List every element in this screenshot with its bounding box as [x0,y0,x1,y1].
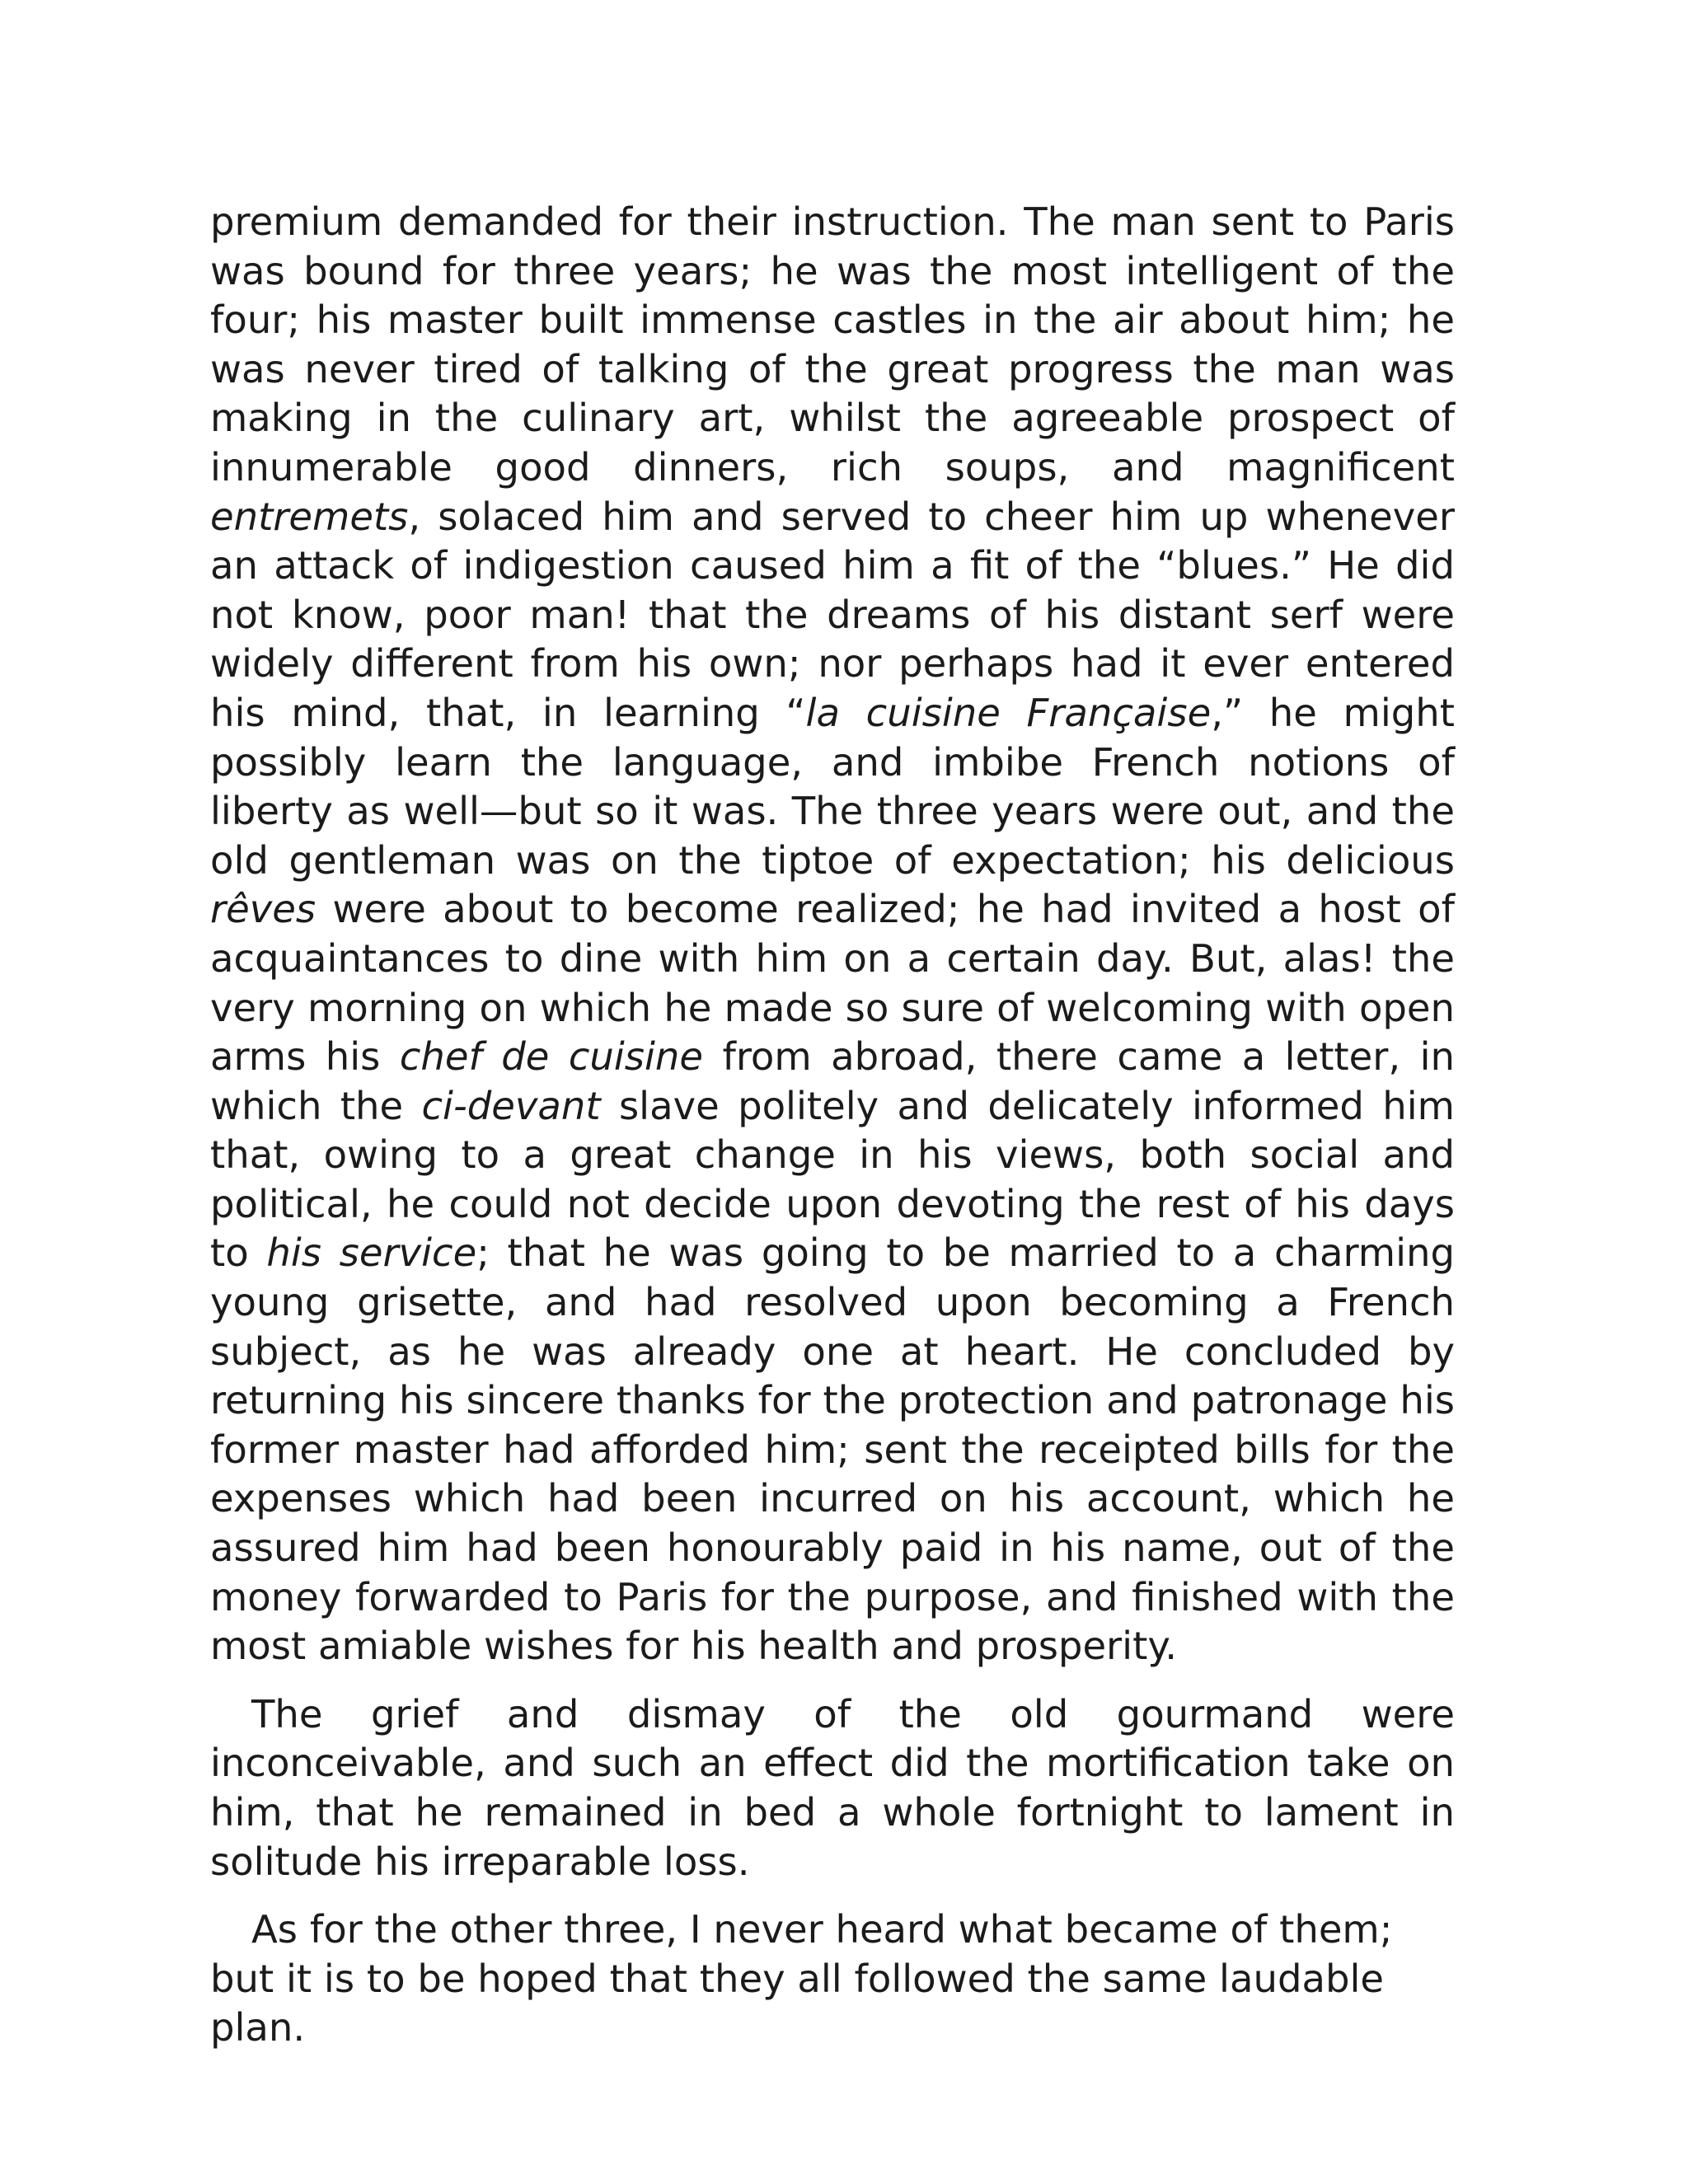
text-run: As for the other three, I never heard what became of them; but it is to be hoped that they all followed the same laudable plan. [210,1907,1393,2050]
italic-run: his service [266,1230,477,1276]
paragraph-2 [210,1690,1455,1886]
text-run: premium demanded for their instruction. The man sent to Paris was bound for three years; he was the most intelligent of the four; his master built immense castles in the air about him; he was never tired of talking of the great progress the man was making in the culinary art, whilst the agreeable prospect of innumerable good dinners, rich soups, and magnificent [210,199,1455,490]
paragraph-1 [210,198,1455,1671]
italic-run: rêves [210,887,316,932]
text-run: slave politely and delicately informed him that, owing to a great change in his views, both social and political, he could not decide upon devoting the rest of his days to [210,1083,1455,1276]
text-run: from abroad, there came a letter, in which the [210,1034,1455,1128]
italic-run: chef de cuisine [399,1034,704,1080]
text-run: were about to become realized; he had invited a host of acquaintances to dine with him on a certain day. But, alas! the very morning on which he made so sure of welcoming with open arms his [210,887,1455,1080]
italic-run: ci-devant [421,1083,601,1128]
text-run: ,” he might possibly learn the language, and imbibe French notions of liberty as well—but so it was. The three years were out, and the old gentleman was on the tiptoe of expectation; his delicious [210,690,1455,883]
page-text [210,198,1455,2053]
paragraph-3 [210,1905,1455,2053]
italic-run: entremets [210,494,409,539]
text-run: , solaced him and served to cheer him up whenever an attack of indigestion caused him a fit of the “blues.” He did not know, poor man! that the dreams of his distant serf were widely different from his own; nor perhaps had it ever entered his mind, that, in learning “ [210,494,1455,735]
text-run: ; that he was going to be married to a charming young grisette, and had resolved upon becoming a French subject, as he was already one at heart. He concluded by returning his sincere thanks for the protection and patronage his former master had afforded him; sent the receipted bills for the expenses which had been incurred on his account, which he assured him had been honourably paid in his name, out of the money forwarded to Paris for the purpose, and finished with the most amiable wishes for his health and prosperity. [210,1230,1455,1669]
text-run: The grief and dismay of the old gourmand were inconceivable, and such an effect did the mortification take on him, that he remained in bed a whole fortnight to lament in solitude his irreparable loss. [210,1691,1455,1884]
italic-run: la cuisine Française [805,690,1212,735]
